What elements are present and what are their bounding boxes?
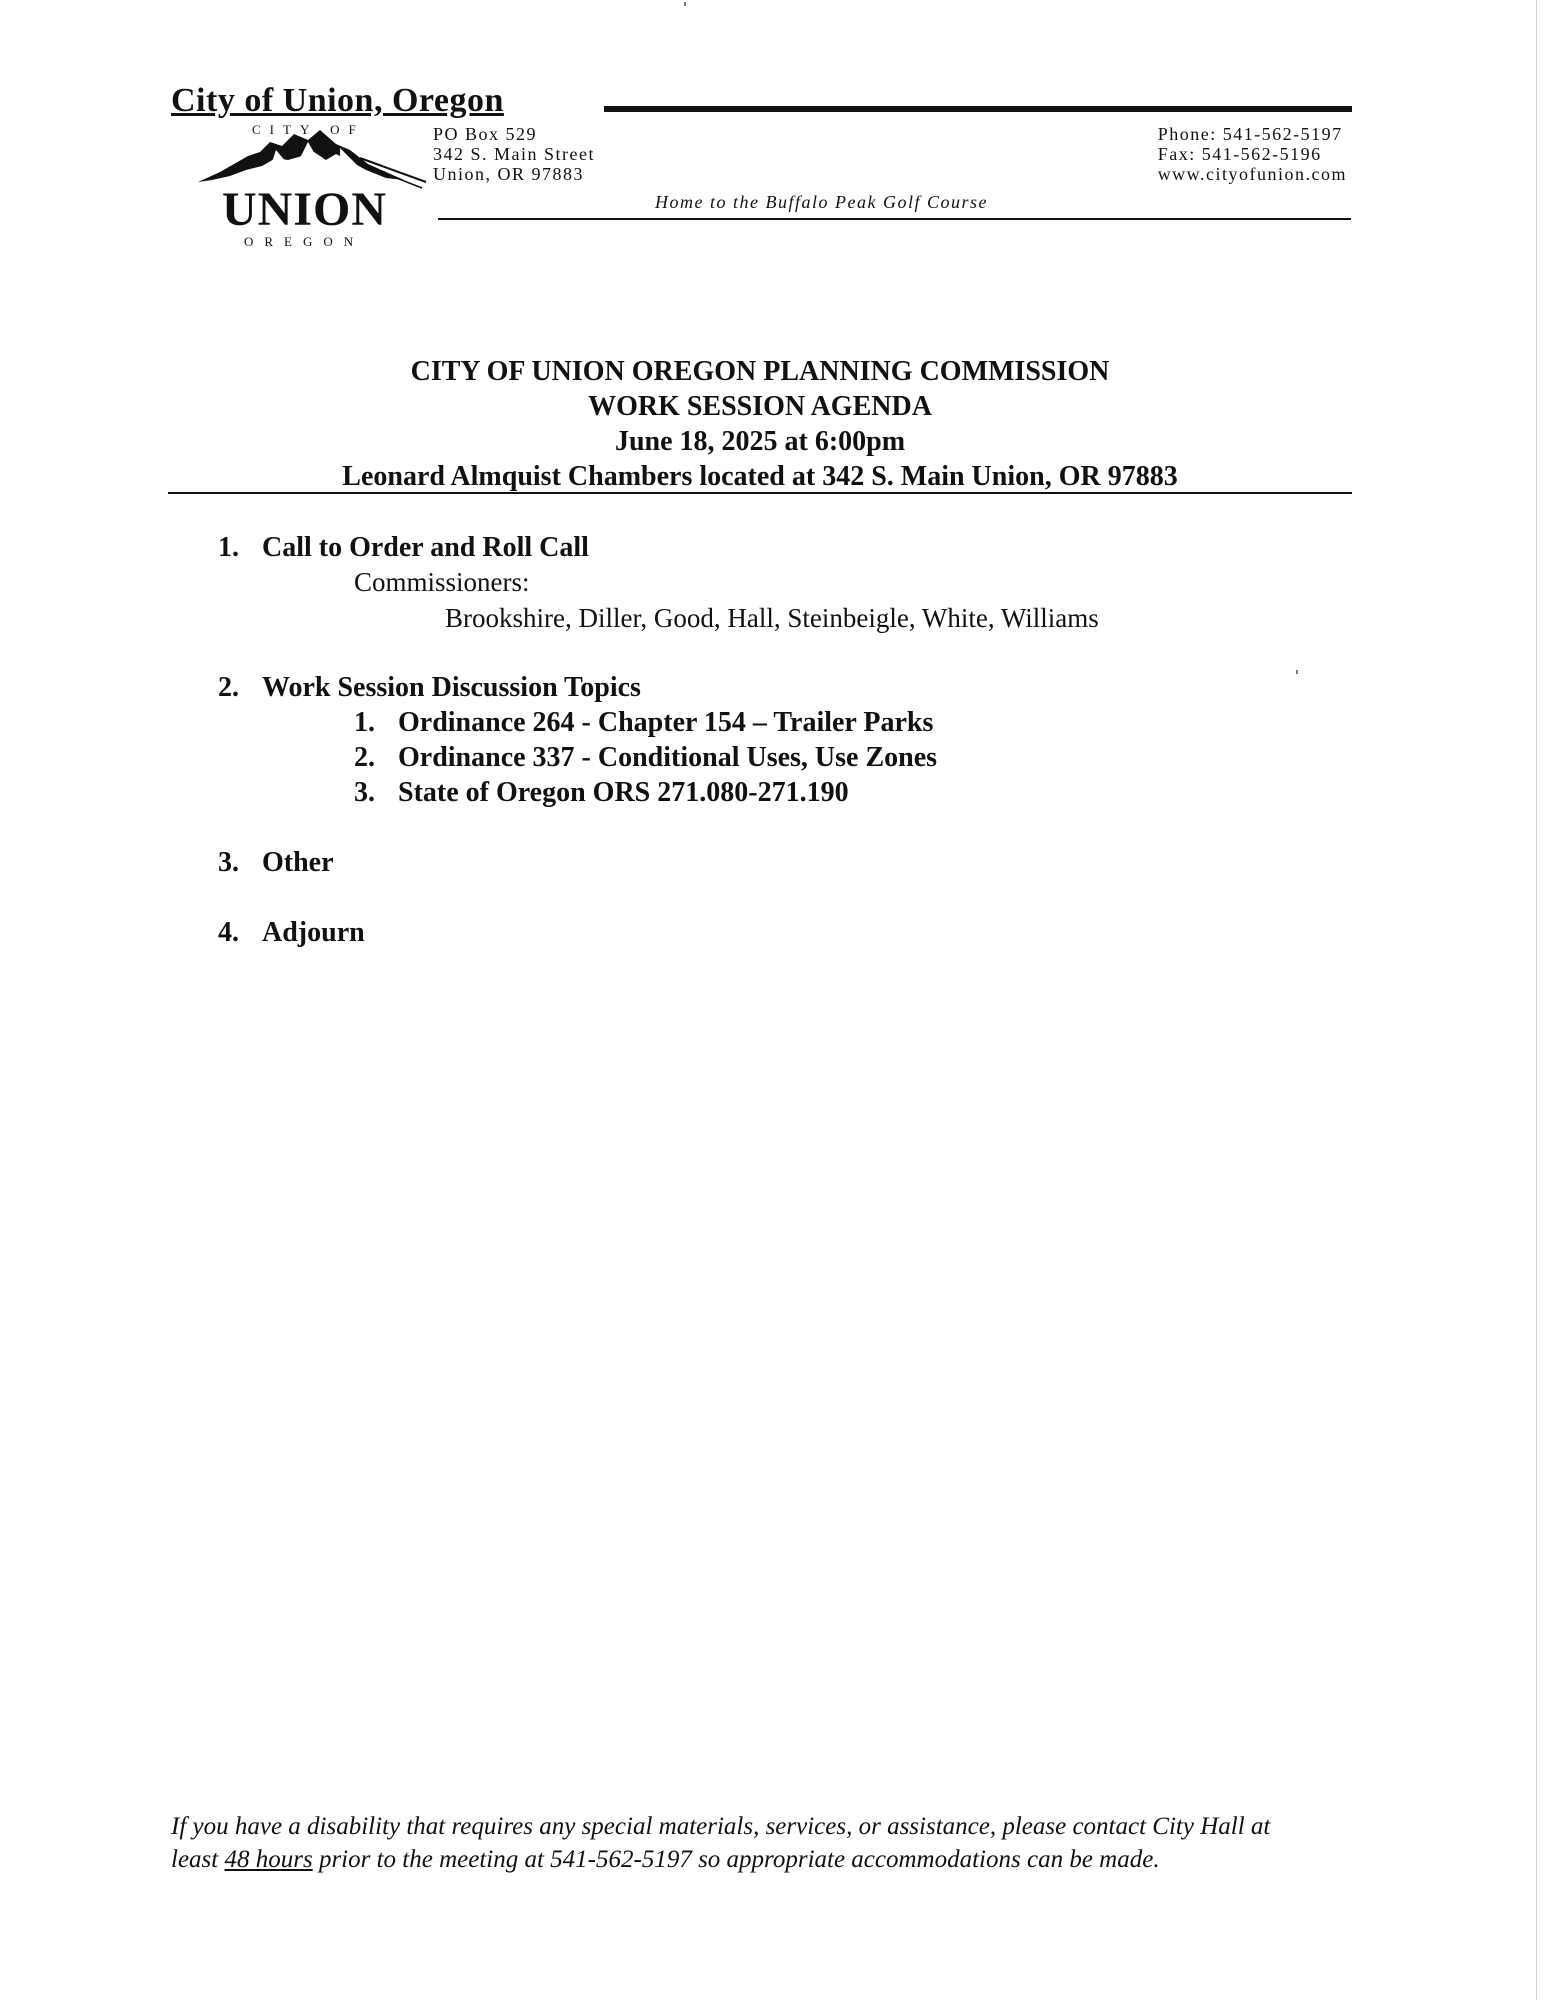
scan-speck [1296, 670, 1298, 674]
page-edge [1536, 0, 1537, 2000]
item-number: 4. [218, 917, 239, 948]
mailing-address [433, 124, 595, 184]
item-label: Adjourn [262, 917, 365, 948]
heading-line: WORK SESSION AGENDA [588, 391, 932, 422]
logo-word: UNION [222, 183, 388, 236]
meeting-location: Leonard Almquist Chambers located at 342 S. Main Union, OR 97883 [342, 461, 1178, 492]
notice-text: prior to the meeting at 541-562-5197 so appropriate accommodations can be made. [312, 1846, 1160, 1873]
topic-label: Ordinance 337 - Conditional Uses, Use Zones [398, 742, 938, 773]
fax-number: Fax: 541-562-5196 [1157, 144, 1322, 164]
tagline: Home to the Buffalo Peak Golf Course [655, 192, 988, 212]
title-rule [604, 106, 1352, 112]
phone-number: Phone: 541-562-5197 [1157, 124, 1343, 144]
agenda-item-2 [218, 672, 641, 704]
notice-hours: 48 hours [224, 1846, 313, 1873]
address-line: PO Box 529 [433, 124, 538, 144]
letterhead-rule [438, 218, 1351, 220]
discussion-topic [354, 707, 933, 739]
logo-mountains-icon [198, 130, 426, 188]
heading-rule [168, 492, 1352, 494]
commissioner-names: Brookshire, Diller, Good, Hall, Steinbeigle, White, Williams [445, 603, 1099, 633]
agenda-item-1 [218, 532, 589, 564]
heading-line: CITY OF UNION OREGON PLANNING COMMISSION [410, 356, 1110, 387]
agenda-item-4 [218, 917, 365, 949]
agenda-heading [0, 354, 1520, 494]
meeting-date: June 18, 2025 at 6:00pm [614, 426, 906, 457]
address-line: 342 S. Main Street [433, 144, 595, 164]
item-number: 2. [218, 672, 239, 703]
item-number: 1. [218, 532, 239, 563]
logo-bottom-text: OREGON [244, 234, 365, 249]
topic-number: 1. [354, 707, 375, 738]
website: www.cityofunion.com [1157, 164, 1347, 184]
discussion-topic [354, 777, 849, 809]
notice-text: If you have a disability that requires any special materials, services, or assistance, please contact City Hall at least [171, 1813, 1271, 1873]
topic-number: 3. [354, 777, 375, 808]
item-label: Work Session Discussion Topics [262, 672, 641, 703]
item-label: Other [262, 847, 334, 878]
address-line: Union, OR 97883 [433, 164, 585, 184]
accessibility-notice [171, 1810, 1321, 1876]
item-number: 3. [218, 847, 239, 878]
agenda-item-3 [218, 847, 334, 879]
topic-number: 2. [354, 742, 375, 773]
scan-speck [684, 2, 686, 6]
topic-label: State of Oregon ORS 271.080-271.190 [398, 777, 849, 808]
topic-label: Ordinance 264 - Chapter 154 – Trailer Parks [398, 707, 934, 738]
discussion-topic [354, 742, 937, 774]
city-title: City of Union, Oregon [171, 82, 504, 119]
commissioners-label: Commissioners: [354, 567, 530, 597]
contact-info [1158, 124, 1347, 184]
logo-top-text: CITY OF [252, 122, 365, 137]
item-label: Call to Order and Roll Call [262, 532, 589, 563]
